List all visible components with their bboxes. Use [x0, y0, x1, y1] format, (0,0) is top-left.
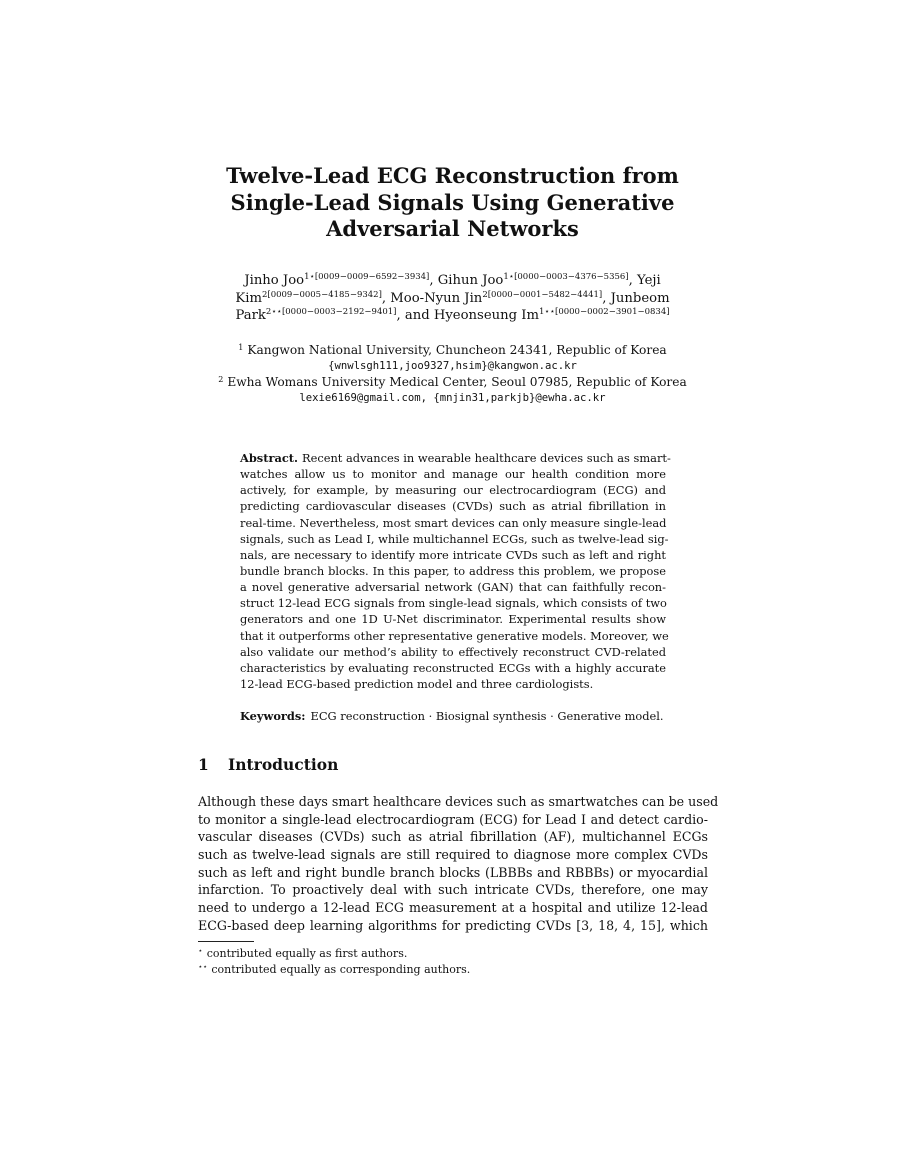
abstract-line: characteristics by evaluating reconstructed ECGs with a highly accurate — [240, 660, 666, 675]
author-line — [196, 272, 709, 290]
section-heading — [198, 755, 338, 774]
affiliation — [196, 342, 709, 358]
section-number: 1 — [198, 755, 209, 774]
author-name: Jinho Joo — [244, 273, 305, 288]
keywords — [240, 708, 710, 724]
title-line: Single-Lead Signals Using Generative — [230, 189, 675, 215]
body-line: to monitor a single-lead electrocardiogram (ECG) for Lead I and detect cardio- — [198, 811, 708, 827]
abstract-line: real-time. Nevertheless, most smart devices can only measure single-lead — [240, 515, 667, 530]
author-separator: , — [628, 273, 638, 288]
body-line: need to undergo a 12-lead ECG measurement at a hospital and utilize 12-lead — [198, 900, 708, 916]
author-affiliation-orcid: 2[0009−0005−4185−9342] — [261, 289, 382, 300]
footnote-marker: ⋆⋆ — [198, 962, 208, 971]
author-affiliation-orcid: 2[0000−0001−5482−4441] — [482, 289, 603, 300]
author-name-fragment: Park — [235, 308, 266, 323]
abstract-line: 12-lead ECG-based prediction model and three cardiologists. — [240, 676, 594, 691]
affiliation-name: Kangwon National University, Chuncheon 24341, Republic of Korea — [247, 343, 667, 357]
affiliation-name: Ewha Womans University Medical Center, Seoul 07985, Republic of Korea — [227, 375, 687, 389]
author-name: Hyeonseung Im — [433, 308, 539, 323]
abstract-text: Recent advances in wearable healthcare devices such as smart- — [302, 451, 671, 465]
author-separator: , — [602, 290, 611, 306]
author-name-fragment: Kim — [235, 290, 262, 306]
author-line — [196, 307, 709, 325]
author-affiliation-orcid: 1⋆[0000−0003−4376−5356] — [503, 272, 629, 282]
abstract-line: actively, for example, by measuring our electrocardiogram (ECG) and — [240, 483, 666, 498]
title-line: Adversarial Networks — [326, 216, 579, 241]
author-affiliation-orcid: 1⋆[0009−0009−6592−3934] — [304, 272, 430, 282]
footnote-rule — [198, 941, 254, 942]
abstract-line: signals, such as Lead I, while multichannel ECGs, such as twelve-lead sig- — [240, 531, 669, 546]
abstract-line: nals, are necessary to identify more intricate CVDs such as left and right — [240, 547, 666, 562]
author-separator: , and — [396, 308, 434, 323]
body-line: such as twelve-lead signals are still required to diagnose more complex CVDs — [198, 847, 708, 863]
affiliation-emails: {wnwlsgh111,joo9327,hsim}@kangwon.ac.kr — [328, 360, 577, 372]
footnote-text: contributed equally as corresponding authors. — [211, 963, 471, 976]
abstract-line: that it outperforms other representative generative models. Moreover, we — [240, 628, 669, 643]
affiliation-marker: 1 — [238, 343, 244, 352]
footnote-text: contributed equally as first authors. — [206, 947, 408, 960]
footnote — [198, 962, 470, 978]
body-line: such as left and right bundle branch blocks (LBBBs and RBBBs) or myocardial — [198, 864, 708, 880]
footnote — [198, 946, 470, 962]
footnote-marker: ⋆ — [198, 946, 203, 955]
author-name: Moo-Nyun Jin — [390, 290, 483, 306]
body-line: ECG-based deep learning algorithms for predicting CVDs [3, 18, 4, 15], which — [198, 917, 708, 933]
abstract-label: Abstract. — [240, 451, 299, 465]
author-name-fragment: Junbeom — [610, 290, 670, 306]
author-affiliation-orcid: 1⋆⋆[0000−0002−3901−0834] — [538, 307, 670, 317]
author-list — [196, 272, 709, 325]
author-separator: , — [381, 290, 391, 306]
abstract-line: bundle branch blocks. In this paper, to address this problem, we propose — [240, 563, 666, 578]
abstract-line — [240, 450, 671, 466]
body-line: infarction. To proactively deal with such intricate CVDs, therefore, one may — [198, 882, 708, 898]
body-line: Although these days smart healthcare devices such as smartwatches can be used — [198, 794, 719, 809]
abstract — [240, 450, 671, 692]
section-title: Introduction — [228, 755, 339, 774]
affiliation — [196, 374, 709, 390]
author-name-fragment: Yeji — [637, 273, 661, 288]
body-line: vascular diseases (CVDs) such as atrial fibrillation (AF), multichannel ECGs — [198, 829, 708, 845]
abstract-line: struct 12-lead ECG signals from single-lead signals, which consists of two — [240, 596, 667, 611]
intro-paragraph — [198, 793, 719, 935]
author-affiliation-orcid: 2⋆⋆[0000−0003−2192−9401] — [265, 307, 397, 317]
author-separator: , — [429, 273, 438, 288]
keywords-label: Keywords: — [240, 709, 306, 723]
abstract-line: generators and one 1D U-Net discriminator. Experimental results show — [240, 612, 666, 627]
title-line: Twelve-Lead ECG Reconstruction from — [226, 163, 679, 188]
paper-title — [200, 163, 705, 243]
affiliation-emails: lexie6169@gmail.com, {mnjin31,parkjb}@ewha.ac.kr — [299, 392, 606, 404]
affiliations — [196, 342, 709, 406]
keywords-text: ECG reconstruction · Biosignal synthesis · Generative model. — [310, 709, 664, 723]
author-line — [196, 290, 709, 308]
author-name: Gihun Joo — [437, 273, 504, 288]
footnotes — [198, 946, 470, 978]
abstract-line: a novel generative adversarial network (GAN) that can faithfully recon- — [240, 580, 666, 595]
affiliation-marker: 2 — [218, 375, 224, 384]
abstract-line: also validate our method’s ability to effectively reconstruct CVD-related — [240, 644, 666, 659]
abstract-line: predicting cardiovascular diseases (CVDs) such as atrial fibrillation in — [240, 499, 666, 514]
abstract-line: watches allow us to monitor and manage our health condition more — [240, 467, 666, 482]
